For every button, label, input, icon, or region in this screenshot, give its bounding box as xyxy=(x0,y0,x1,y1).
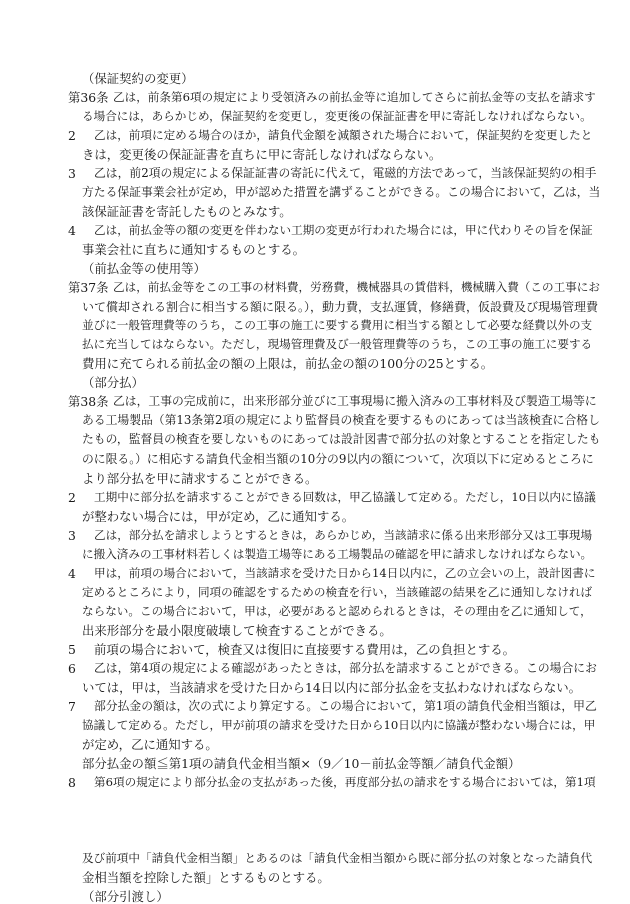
art38-p7-line-2: 協議して定める。ただし，甲が前項の請求を受けた日から10日以内に協議が整わない場合には，甲 xyxy=(82,717,596,732)
art38-line-2: ある工場製品（第13条第2項の規定により監督員の検査を要するものにあっては当該検査に合格し xyxy=(82,413,600,428)
art38-p2-line-1: 工期中に部分払を請求することができる回数は，甲乙協議して定める。ただし，10日以内に協議 xyxy=(94,489,596,504)
art38-p2-line-2: が整わない場合には，甲が定め，乙に通知する。 xyxy=(82,508,355,524)
art36-p4-line-1: 乙は，前払金等の額の変更を伴わない工期の変更が行われた場合には，甲に代わりその旨を保証 xyxy=(94,223,593,238)
art38-p4-line-1: 甲は，前項の場合において，当該請求を受けた日から14日以内に，乙の立会いの上，設計図書に xyxy=(94,565,596,580)
article-36-label: 第36条 xyxy=(68,90,109,105)
art37-line-2: いて償却される割合に相当する額に限る。），動力費，支払運賃，修繕費，仮設費及び現場管理費 xyxy=(82,300,599,315)
art37-line-3: 並びに一般管理費等のうち，この工事の施工に要する費用に相当する額として必要な経費以外の支 xyxy=(82,318,593,333)
article-37-label: 第37条 xyxy=(68,280,109,296)
art38-p3-num: 3 xyxy=(68,527,76,543)
heading-shiyo: （前払金等の使用等） xyxy=(82,261,206,277)
art38-p6-line-2: いては，甲は，当該請求を受けた日から14日以内に部分払金を支払わなければならない。 xyxy=(82,679,582,695)
art36-line-1: 乙は，前条第6項の規定により受領済みの前払金等に追加してさらに前払金等の支払を請求す xyxy=(113,90,596,104)
art36-p3-line-3: 該保証証書を寄託したものとみなす。 xyxy=(82,204,292,220)
art37-line-5: 費用に充てられる前払金の額の上限は，前払金の額の100分の25とする。 xyxy=(82,356,494,372)
art38-p8-line-3: 金相当額を控除した額」とするものとする。 xyxy=(82,870,330,885)
art38-p2-num: 2 xyxy=(68,489,76,505)
art38-p4-line-4: 出来形部分を最小限度破壊して検査することができる。 xyxy=(82,622,392,638)
art38-p5-num: 5 xyxy=(68,641,76,657)
art38-p3-line-1: 乙は，部分払を請求しようとするときは，あらかじめ，当該請求に係る出来形部分又は工事現場 xyxy=(94,527,593,542)
art36-p3-line-1: 乙は，前2項の規定による保証証書の寄託に代えて，電磁的方法であって，当該保証契約の相手 xyxy=(94,166,597,181)
art38-p5-line-1: 前項の場合において，検査又は復旧に直接要する費用は，乙の負担とする。 xyxy=(94,641,516,657)
art38-p7-num: 7 xyxy=(68,698,76,714)
art38-p6-num: 6 xyxy=(68,660,76,676)
heading-bubun: （部分払） xyxy=(82,375,144,391)
art38-line-1: 乙は，工事の完成前に，出来形部分並びに工事現場に搬入済みの工事材料及び製造工場等に xyxy=(113,394,597,409)
art38-p7-line-3: が定め，乙に通知する。 xyxy=(82,736,218,752)
art37-line-1: 乙は，前払金等をこの工事の材料費，労務費，機械器具の賃借料，機械購入費（この工事にお xyxy=(113,280,600,295)
partial-payment-formula: 部分払金の額≦第1項の請負代金相当額×（9／10－前払金等額／請負代金額） xyxy=(82,755,521,771)
heading-hosho: （保証契約の変更） xyxy=(82,71,194,86)
art38-p7-line-1: 部分払金の額は，次の式により算定する。この場合において，第1項の請負代金相当額は，甲乙 xyxy=(94,698,597,713)
art38-line-4: のに限る。）に相応する請負代金相当額の10分の9以内の額について，次項以下に定めるところに xyxy=(82,451,594,466)
art36-p4-num: 4 xyxy=(68,223,76,239)
art38-p8-line-1: 第6項の規定により部分払金の支払があった後，再度部分払の請求をする場合においては，第1項 xyxy=(94,774,596,789)
art38-p4-line-2: 定めるところにより，同項の確認をするための検査を行い，当該確認の結果を乙に通知しなければ xyxy=(82,584,593,599)
art38-p3-line-2: に搬入済みの工事材料若しくは製造工場等にある工場製品の確認を甲に請求しなければならない。 xyxy=(82,546,593,561)
art36-p3-line-2: 方たる保証事業会社が定め，甲が認めた措置を講ずることができる。この場合において，乙は，当 xyxy=(82,185,601,200)
art36-line-2: る場合には，あらかじめ，保証契約を変更し，変更後の保証証書を甲に寄託しなければならない。 xyxy=(82,109,592,123)
art38-p6-line-1: 乙は，第4項の規定による確認があったときは，部分払を請求することができる。この場合にお xyxy=(94,660,597,675)
art38-p4-line-3: ならない。この場合において，甲は，必要があると認められるときは，その理由を乙に通知して， xyxy=(82,603,592,618)
art36-p2-line-2: きは，変更後の保証証書を直ちに甲に寄託しなければならない。 xyxy=(82,147,442,163)
art36-p2-num: 2 xyxy=(68,128,76,144)
art38-p4-num: 4 xyxy=(68,565,76,581)
art36-p4-line-2: 事業会社に直ちに通知するものとする。 xyxy=(82,242,306,258)
art38-line-5: より部分払を甲に請求することができる。 xyxy=(82,470,318,486)
art38-p8-num: 8 xyxy=(68,774,76,790)
art36-p2-line-1: 乙は，前項に定める場合のほか，請負代金額を減額された場合において，保証契約を変更したと xyxy=(94,128,593,143)
art38-p8-line-2: 及び前項中「請負代金相当額」とあるのは「請負代金相当額から既に部分払の対象となった請負代 xyxy=(82,851,593,865)
art38-line-3: たもの，監督員の検査を要しないものにあっては設計図書で部分払の対象とすることを指定したも xyxy=(82,432,601,447)
article-38-label: 第38条 xyxy=(68,394,109,410)
art36-p3-num: 3 xyxy=(68,166,76,182)
heading-hikiwatashi: （部分引渡し） xyxy=(82,889,169,904)
art37-line-4: 払に充当してはならない。ただし，現場管理費及び一般管理費等のうち，この工事の施工に要する xyxy=(82,337,593,352)
